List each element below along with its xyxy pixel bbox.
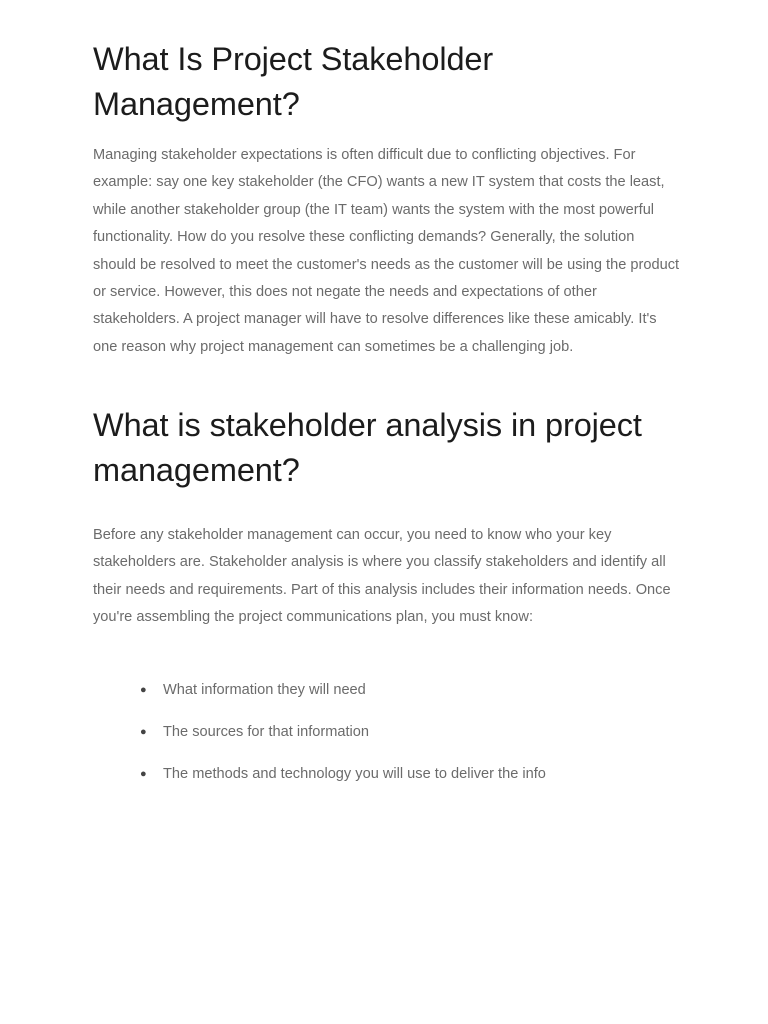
- list-item-text: What information they will need: [163, 682, 366, 698]
- list-item-text: The methods and technology you will use to deliver the info: [163, 766, 546, 782]
- bullet-icon: ●: [140, 726, 147, 738]
- section-heading: What is stakeholder analysis in project management?: [93, 407, 642, 488]
- list-item: [93, 761, 683, 803]
- page-title: What Is Project Stakeholder Management?: [93, 41, 494, 122]
- bullet-icon: ●: [140, 768, 147, 780]
- list-item: [93, 719, 683, 761]
- bullet-icon: ●: [140, 684, 147, 696]
- list-item-text: The sources for that information: [163, 724, 370, 740]
- list-item: [93, 677, 683, 719]
- section-paragraph: Before any stakeholder management can occur, you need to know who your key stakeholders are. Stakeholder analysis is where you classify stakeholders and identify all their needs and requirements. Part of this analysis includes their information needs. Once you're assembling the project communications plan, you must know:: [93, 527, 671, 626]
- bullet-list: [93, 677, 683, 803]
- intro-paragraph: Managing stakeholder expectations is often difficult due to conflicting objectives. For example: say one key stakeholder (the CFO) wants a new IT system that costs the least, while another stakeholder group (the IT team) wants the system with the most powerful functionality. How do you resolve these conflicting demands? Generally, the solution should be resolved to meet the customer's needs as the customer will be using the product or service. However, this does not negate the needs and expectations of other stakeholders. A project manager will have to resolve differences like these amicably. It's one reason why project management can sometimes be a challenging job.: [93, 147, 680, 355]
